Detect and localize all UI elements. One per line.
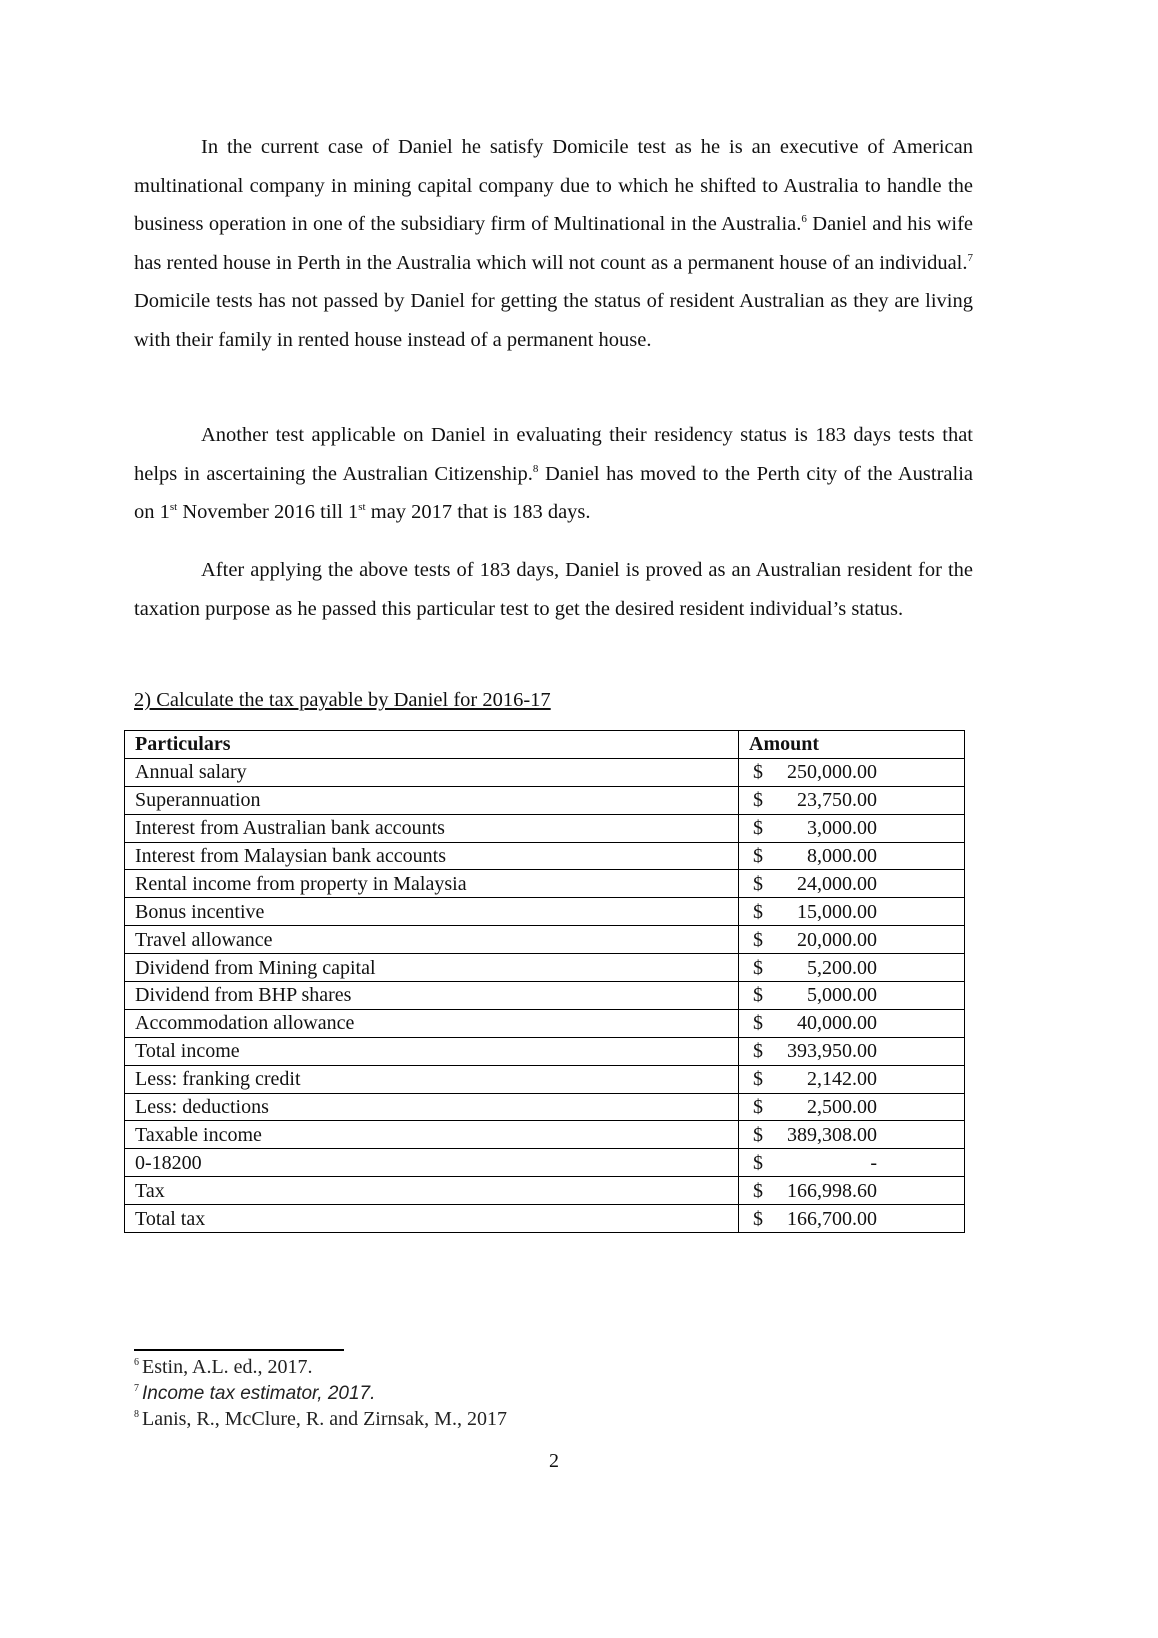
table-row (125, 982, 965, 1010)
table-row (125, 926, 965, 954)
particular-cell: Total tax (125, 1205, 739, 1233)
amount-value: 389,308.00 (787, 1123, 877, 1146)
footnote-separator (134, 1349, 344, 1351)
particular-cell: Less: franking credit (125, 1065, 739, 1093)
amount-cell (739, 842, 965, 870)
table-row (125, 786, 965, 814)
currency-symbol: $ (753, 1012, 763, 1035)
amount-value: 23,750.00 (797, 789, 877, 812)
particular-cell: Interest from Malaysian bank accounts (125, 842, 739, 870)
footnote-8 (134, 1408, 507, 1431)
amount-cell (739, 786, 965, 814)
amount-value: 40,000.00 (797, 1012, 877, 1035)
currency-symbol: $ (753, 984, 763, 1007)
table-row (125, 1177, 965, 1205)
currency-symbol: $ (753, 956, 763, 979)
table-row (125, 1121, 965, 1149)
currency-symbol: $ (753, 1068, 763, 1091)
currency-symbol: $ (753, 845, 763, 867)
amount-value: 2,500.00 (807, 1096, 877, 1119)
particular-cell: Total income (125, 1037, 739, 1065)
currency-symbol: $ (753, 872, 763, 895)
amount-value: 166,700.00 (787, 1207, 877, 1230)
amount-cell (739, 1149, 965, 1177)
table-row (125, 870, 965, 898)
footnote-number: 6 (134, 1357, 139, 1369)
table-row (125, 1009, 965, 1037)
amount-value: 166,998.60 (787, 1179, 877, 1202)
particular-cell: Interest from Australian bank accounts (125, 814, 739, 842)
amount-value: 8,000.00 (807, 845, 877, 867)
amount-cell (739, 1205, 965, 1233)
ordinal-suffix: st (358, 501, 366, 514)
amount-cell (739, 1121, 965, 1149)
amount-cell (739, 1037, 965, 1065)
particular-cell: Accommodation allowance (125, 1009, 739, 1037)
footnote-ref: 6 (801, 213, 807, 226)
table-row (125, 1065, 965, 1093)
amount-value: 250,000.00 (787, 761, 877, 784)
particular-cell: Dividend from BHP shares (125, 982, 739, 1010)
table-row (125, 1093, 965, 1121)
table-row (125, 1149, 965, 1177)
amount-cell (739, 898, 965, 926)
table-row (125, 1037, 965, 1065)
amount-cell (739, 954, 965, 982)
table-row (125, 814, 965, 842)
particular-cell: 0-18200 (125, 1149, 739, 1177)
amount-cell (739, 1065, 965, 1093)
ordinal-suffix: st (169, 501, 178, 514)
amount-cell (739, 870, 965, 898)
table-row (125, 898, 965, 926)
footnote-ref: 8 (532, 462, 539, 475)
paragraph-183-days-test (134, 416, 973, 532)
text: Daniel has moved to the Perth city of the Australia on 1 (134, 462, 973, 524)
text: may 2017 that is 183 days. (365, 501, 591, 524)
amount-value: 15,000.00 (797, 900, 877, 923)
page-number: 2 (549, 1450, 559, 1472)
section-heading: 2) Calculate the tax payable by Daniel for 2016-17 (134, 689, 551, 711)
particular-cell: Annual salary (125, 758, 739, 786)
header-particulars: Particulars (125, 731, 739, 759)
amount-value: 24,000.00 (797, 872, 877, 895)
amount-cell (739, 758, 965, 786)
tax-table (124, 730, 965, 1233)
footnote-7 (134, 1382, 375, 1405)
currency-symbol: $ (753, 1096, 763, 1119)
text: November 2016 till 1 (177, 501, 359, 524)
footnote-text: Estin, A.L. ed., 2017. (142, 1356, 313, 1378)
currency-symbol: $ (753, 1151, 763, 1174)
amount-value: 3,000.00 (807, 817, 877, 840)
amount-cell (739, 1093, 965, 1121)
particular-cell: Less: deductions (125, 1093, 739, 1121)
amount-cell (739, 1009, 965, 1037)
amount-value: 2,142.00 (807, 1068, 877, 1091)
amount-cell (739, 814, 965, 842)
amount-cell (739, 1177, 965, 1205)
footnote-number: 7 (134, 1383, 139, 1395)
currency-symbol: $ (753, 817, 763, 840)
currency-symbol: $ (753, 1123, 763, 1146)
particular-cell: Dividend from Mining capital (125, 954, 739, 982)
amount-cell (739, 926, 965, 954)
particular-cell: Rental income from property in Malaysia (125, 870, 739, 898)
currency-symbol: $ (753, 928, 763, 951)
currency-symbol: $ (753, 900, 763, 923)
table-header-row (125, 731, 965, 759)
footnote-text: Income tax estimator, 2017. (142, 1383, 376, 1404)
table-row (125, 1205, 965, 1233)
amount-cell (739, 982, 965, 1010)
particular-cell: Superannuation (125, 786, 739, 814)
particular-cell: Tax (125, 1177, 739, 1205)
text: In the current case of Daniel he satisfy Domicile test as he is an executive of American multinational company in mining capital company due to which he shifted to Australia to handle the business operation in one of the subsidiary firm of Multinational in the Australia. (134, 136, 973, 236)
amount-value: 5,000.00 (807, 984, 877, 1007)
particular-cell: Taxable income (125, 1121, 739, 1149)
amount-value: - (870, 1151, 877, 1174)
currency-symbol: $ (753, 1040, 763, 1063)
paragraph-conclusion: After applying the above tests of 183 days, Daniel is proved as an Australian resident for the taxation purpose as he passed this particular test to get the desired resident individual’s status. (134, 559, 973, 620)
currency-symbol: $ (753, 1207, 763, 1230)
footnote-ref: 7 (967, 251, 973, 264)
table-row (125, 954, 965, 982)
currency-symbol: $ (753, 1179, 763, 1202)
currency-symbol: $ (753, 789, 763, 812)
footnote-text: Lanis, R., McClure, R. and Zirnsak, M., 2017 (142, 1408, 507, 1430)
text: Daniel and his wife has rented house in Perth in the Australia which will not count as a permanent house of an individual. (134, 213, 973, 274)
amount-value: 5,200.00 (807, 956, 877, 979)
header-amount: Amount (739, 731, 965, 759)
footnote-number: 8 (134, 1409, 139, 1421)
table-row (125, 758, 965, 786)
table-row (125, 842, 965, 870)
paragraph-domicile-test (134, 128, 973, 360)
text: Another test applicable on Daniel in evaluating their residency status is 183 days tests that helps in ascertaining the Australian Citizenship. (134, 424, 973, 485)
footnote-6 (134, 1356, 313, 1379)
text: Domicile tests has not passed by Daniel for getting the status of resident Australian as they are living with their family in rented house instead of a permanent house. (134, 290, 973, 351)
particular-cell: Travel allowance (125, 926, 739, 954)
amount-value: 393,950.00 (787, 1040, 877, 1063)
particular-cell: Bonus incentive (125, 898, 739, 926)
currency-symbol: $ (753, 761, 763, 784)
amount-value: 20,000.00 (797, 928, 877, 951)
